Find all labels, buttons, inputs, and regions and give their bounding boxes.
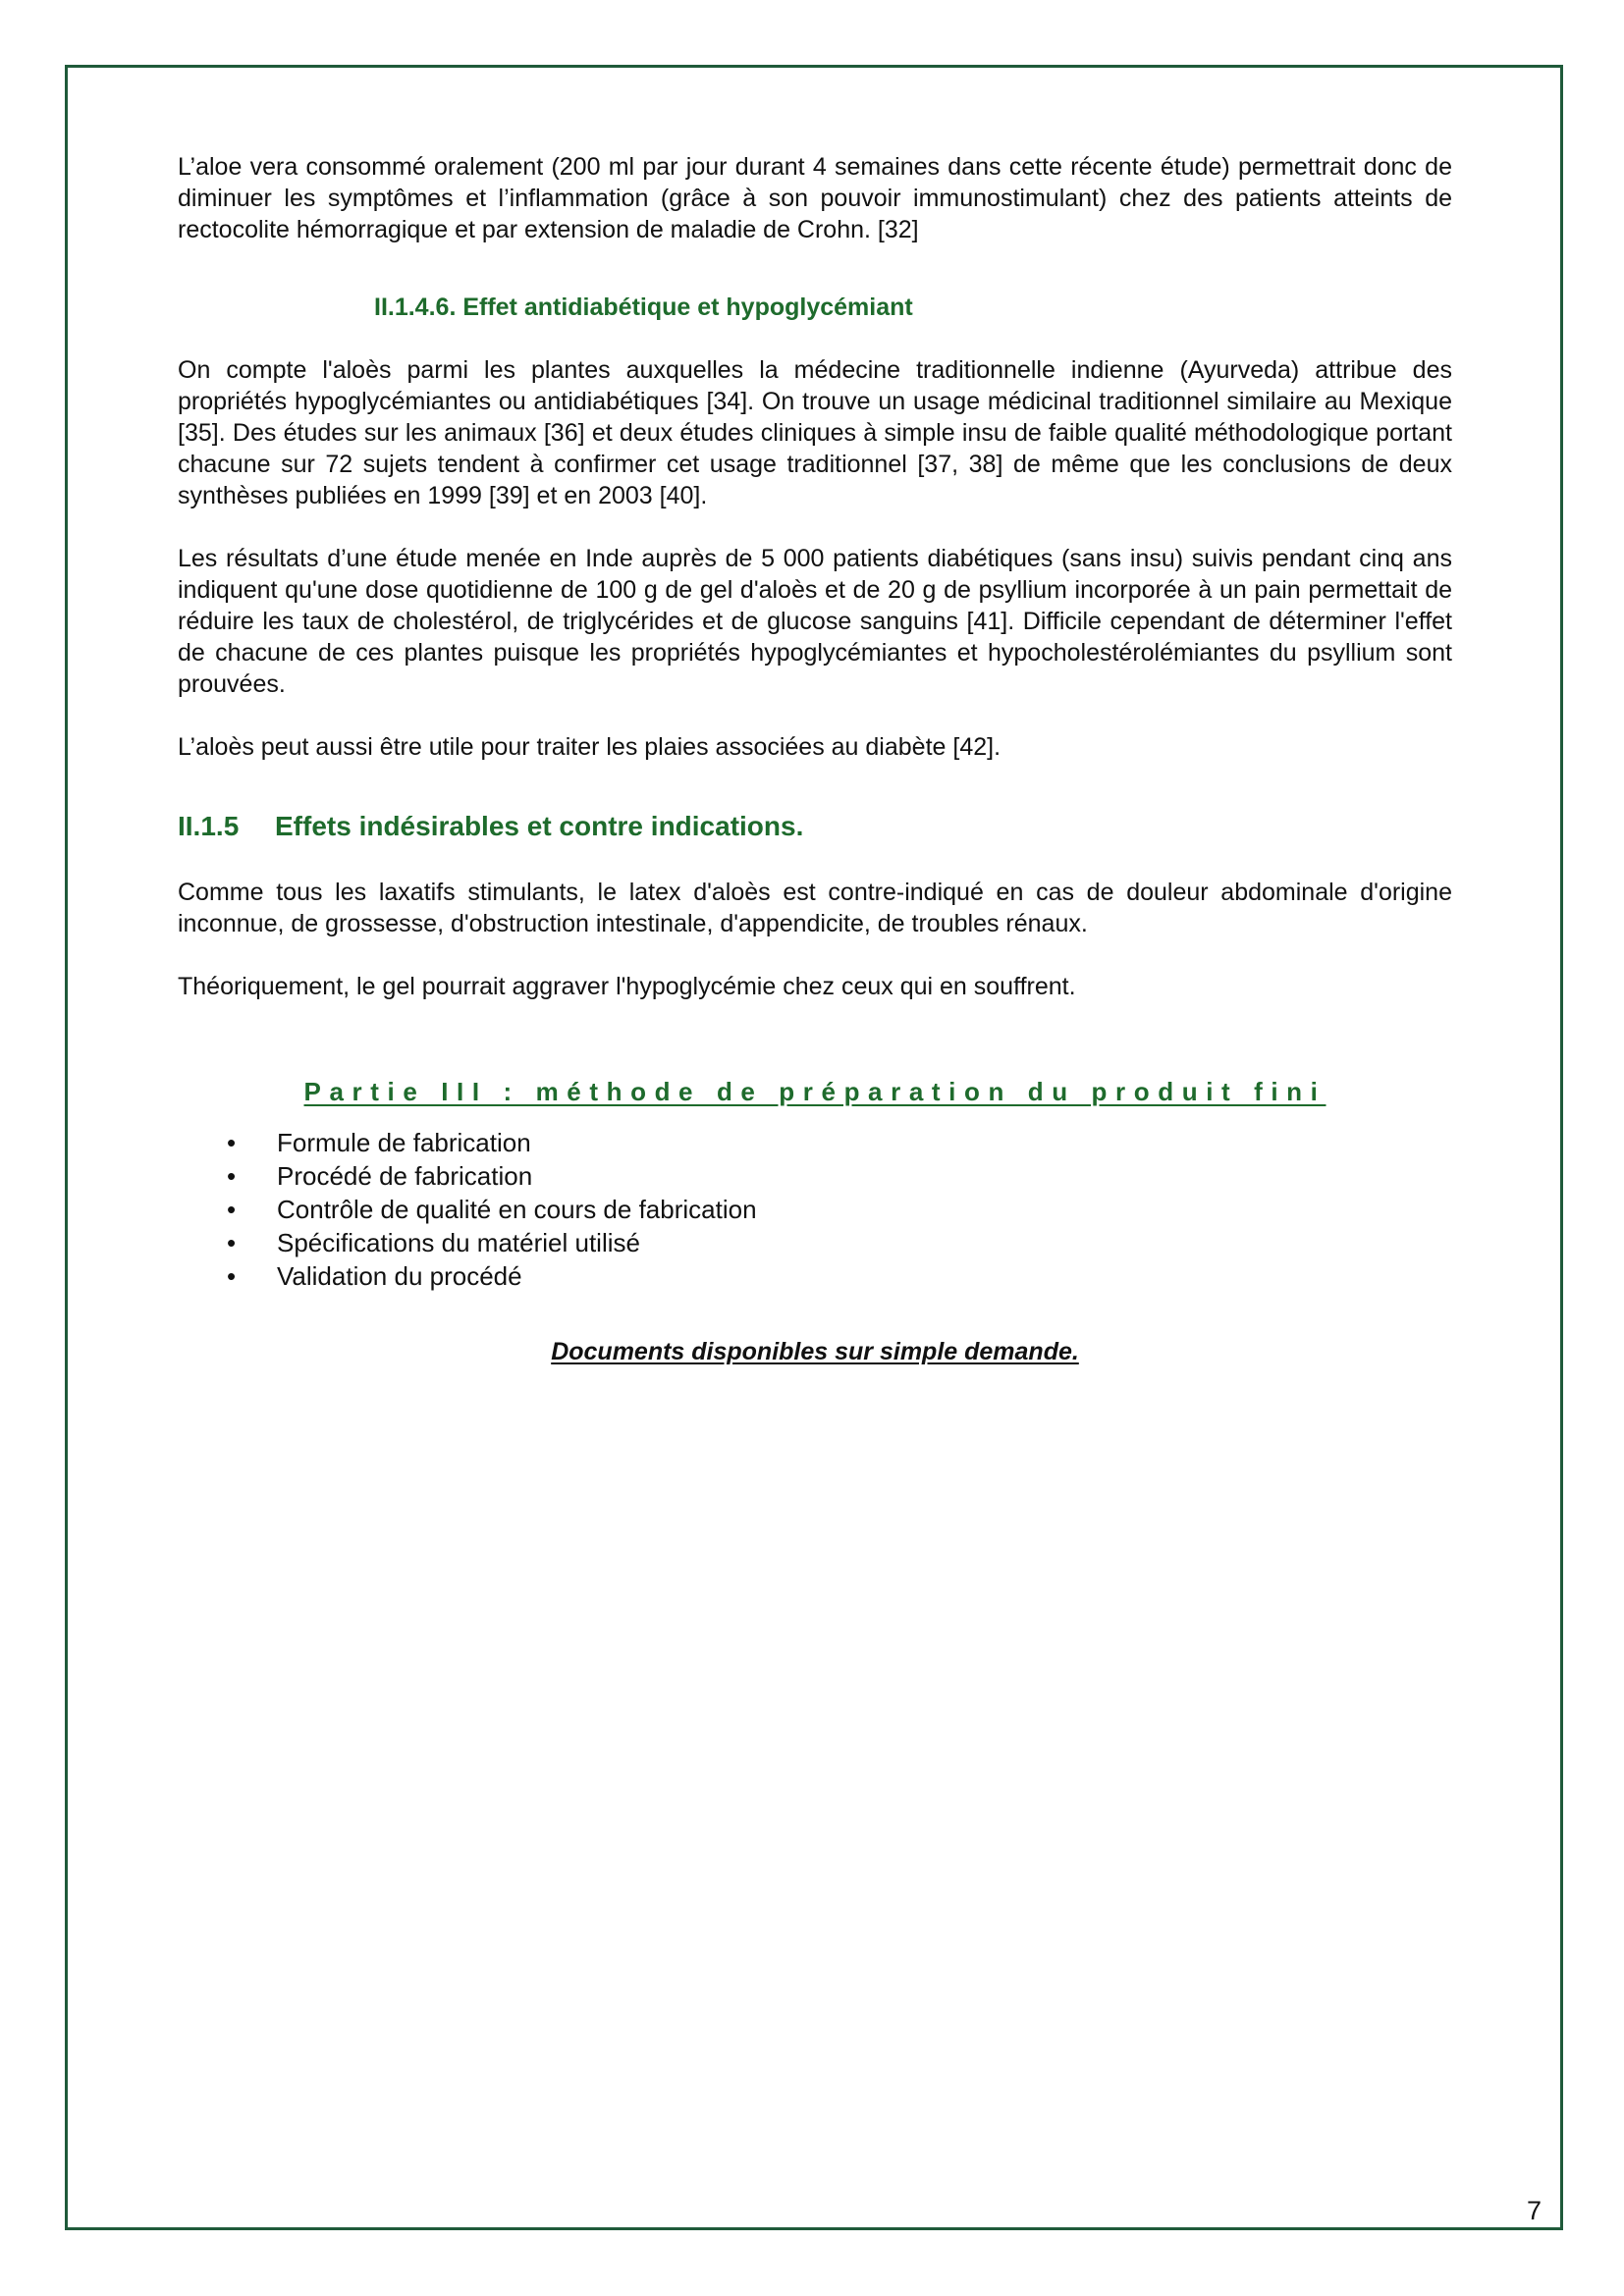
heading-part-3: Partie III : méthode de préparation du produit fini [303, 1077, 1326, 1106]
paragraph-contra-2: Théoriquement, le gel pourrait aggraver l'hypoglycémie chez ceux qui en souffrent. [178, 973, 1076, 1000]
paragraph-antidiabetic-1: On compte l'aloès parmi les plantes auxquelles la médecine traditionnelle indienne (Ayurveda) attribue des propriétés hypoglycémiantes ou antidiabétiques [34]. On trouve un usage médicinal traditionnel similaire au Mexique [35]. Des études sur les animaux [36] et deux études cliniques à simple insu de faible qualité méthodologique portant chacune sur 72 sujets tendent à confirmer cet usage traditionnel [37, 38] de même que les conclusions de deux synthèses publiées en 1999 [39] et en 2003 [40]. [178, 356, 1452, 509]
page-content [178, 151, 1452, 1367]
bullet-icon: • [227, 1228, 237, 1257]
heading-antidiabetic: II.1.4.6. Effet antidiabétique et hypoglycémiant [374, 294, 913, 321]
heading-side-effects-number: II.1.5 [178, 811, 240, 841]
paragraph-intro: L’aloe vera consommé oralement (200 ml par jour durant 4 semaines dans cette récente étude) permettrait donc de diminuer les symptômes et l’inflammation (grâce à son pouvoir immunostimulant) chez des patients atteints de rectocolite hémorragique et par extension de maladie de Crohn. [32] [178, 153, 1452, 243]
list-item: • Contrôle de qualité en cours de fabrication [227, 1195, 757, 1224]
paragraph-antidiabetic-2: Les résultats d’une étude menée en Inde auprès de 5 000 patients diabétiques (sans insu) suivis pendant cinq ans indiquent qu'une dose quotidienne de 100 g de gel d'aloès et de 20 g de psyllium incorporée à un pain permettait de réduire les taux de cholestérol, de triglycérides et de glucose sanguins [41]. Difficile cependant de déterminer l'effet de chacune de ces plantes puisque les propriétés hypoglycémiantes et hypocholestérolémiantes du psyllium sont prouvées. [178, 545, 1452, 698]
list-item: • Validation du procédé [227, 1261, 522, 1291]
paragraph-contra-1: Comme tous les laxatifs stimulants, le latex d'aloès est contre-indiqué en cas de douleur abdominale d'origine inconnue, de grossesse, d'obstruction intestinale, d'appendicite, de troubles rénaux. [178, 879, 1452, 937]
documents-note: Documents disponibles sur simple demande. [551, 1338, 1079, 1365]
list-item: • Procédé de fabrication [227, 1161, 533, 1191]
heading-side-effects-title: Effets indésirables et contre indications. [275, 811, 804, 841]
paragraph-antidiabetic-3: L’aloès peut aussi être utile pour traiter les plaies associées au diabète [42]. [178, 733, 1001, 761]
part-3-list [178, 1126, 1452, 1293]
bullet-icon: • [227, 1195, 237, 1224]
list-item: • Formule de fabrication [227, 1128, 531, 1157]
bullet-icon: • [227, 1161, 237, 1191]
bullet-icon: • [227, 1261, 237, 1291]
list-item: • Spécifications du matériel utilisé [227, 1228, 640, 1257]
page-number: 7 [1526, 2196, 1542, 2225]
heading-side-effects [178, 810, 1452, 843]
bullet-icon: • [227, 1128, 237, 1157]
